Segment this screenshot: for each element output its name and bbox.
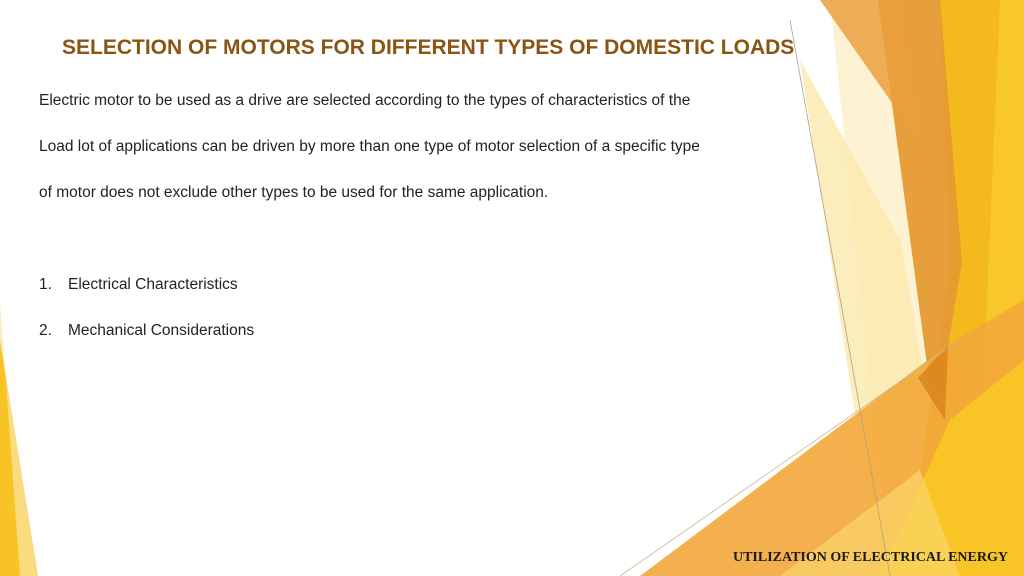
paragraph-line: Electric motor to be used as a drive are selected according to the types of characteristics of the [39, 92, 691, 109]
list-item-text: Electrical Characteristics [68, 276, 238, 293]
paragraph-line: of motor does not exclude other types to be used for the same application. [39, 184, 549, 201]
body-paragraph [39, 78, 819, 216]
list-item [39, 308, 254, 354]
list-item-text: Mechanical Considerations [68, 322, 255, 339]
list-item [39, 262, 254, 308]
list-item-number: 2. [39, 322, 52, 339]
list-item-number: 1. [39, 276, 52, 293]
numbered-list [39, 262, 254, 354]
paragraph-line: Load lot of applications can be driven by more than one type of motor selection of a specific type [39, 138, 700, 155]
slide-title: SELECTION OF MOTORS FOR DIFFERENT TYPES OF DOMESTIC LOADS [62, 36, 795, 59]
slide-footer: UTILIZATION OF ELECTRICAL ENERGY [732, 550, 1008, 565]
